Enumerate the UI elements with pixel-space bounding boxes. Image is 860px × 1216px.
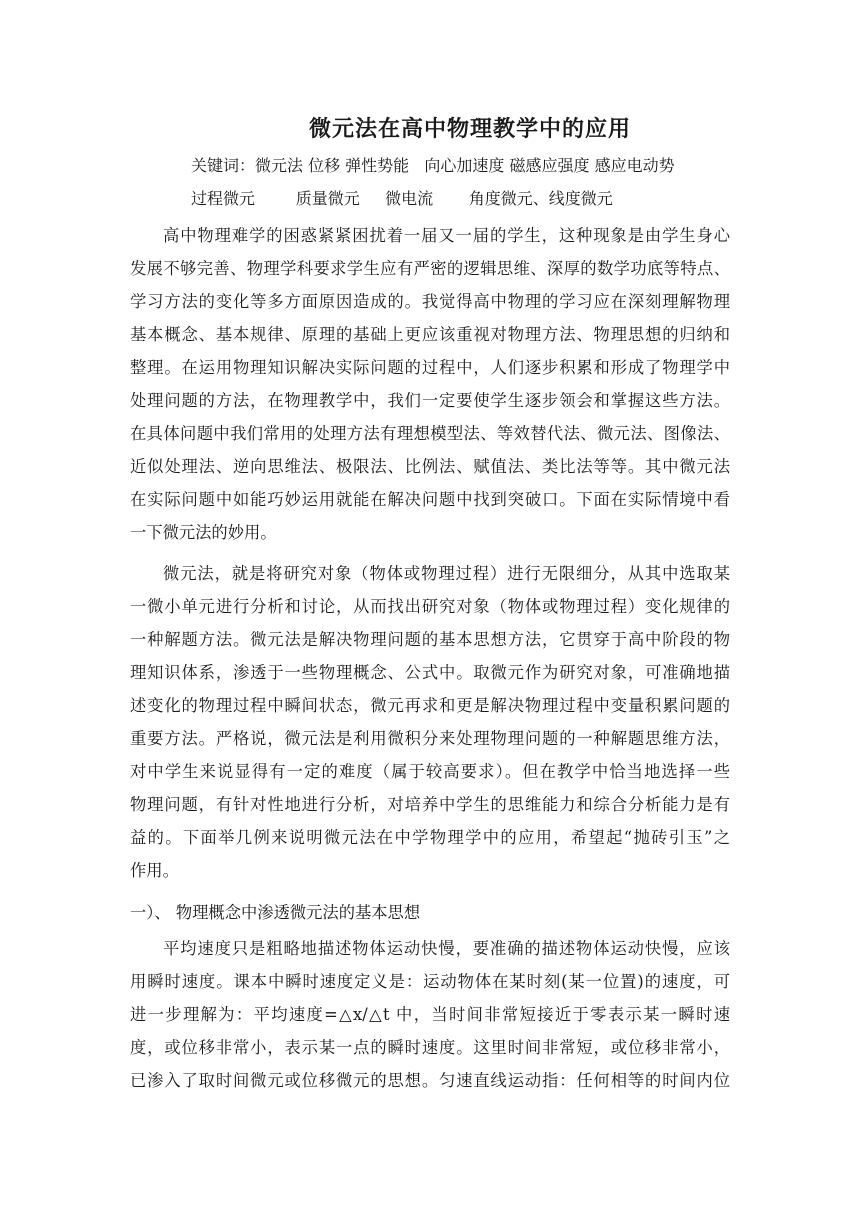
body-line: 用瞬时速度。课本中瞬时速度定义是：运动物体在某时刻(某一位置)的速度，可 [130, 972, 730, 991]
page-title: 微元法在高中物理教学中的应用 [308, 117, 631, 142]
body-line: 在具体问题中我们常用的处理方法有理想模型法、等效替代法、微元法、图像法、 [130, 424, 730, 443]
body-line: 处理问题的方法，在物理教学中，我们一定要使学生逐步领会和掌握这些方法。 [130, 391, 730, 410]
body-line: 基本概念、基本规律、原理的基础上更应该重视对物理方法、物理思想的归纳和 [130, 325, 730, 344]
body-line: 理知识体系，渗透于一些物理概念、公式中。取微元作为研究对象，可准确地描 [130, 663, 730, 682]
keywords-line-1: 关键词：微元法 位移 弹性势能 向心加速度 磁感应强度 感应电动势 [191, 156, 675, 175]
body-line: 一下微元法的妙用。 [130, 523, 277, 542]
body-line: 重要方法。严格说，微元法是利用微积分来处理物理问题的一种解题思维方法， [130, 729, 730, 748]
body-line: 在实际问题中如能巧妙运用就能在解决问题中找到突破口。下面在实际情境中看 [130, 490, 730, 509]
body-line: 对中学生来说显得有一定的难度（属于较高要求）。但在教学中恰当地选择一些 [130, 762, 730, 781]
keywords-line-2: 过程微元 质量微元 微电流 角度微元、线度微元 [191, 189, 613, 208]
body-line: 进一步理解为：平均速度=△x/△t 中，当时间非常短接近于零表示某一瞬时速 [130, 1005, 730, 1024]
body-line: 平均速度只是粗略地描述物体运动快慢，要准确的描述物体运动快慢，应该 [163, 939, 730, 958]
body-line: 一微小单元进行分析和讨论，从而找出研究对象（物体或物理过程）变化规律的 [130, 597, 730, 616]
body-line: 发展不够完善、物理学科要求学生应有严密的逻辑思维、深厚的数学功底等特点、 [130, 259, 730, 278]
body-line: 近似处理法、逆向思维法、极限法、比例法、赋值法、类比法等等。其中微元法 [130, 457, 730, 476]
section-heading: 一）、 物理概念中渗透微元法的基本思想 [130, 903, 421, 922]
body-line: 微元法，就是将研究对象（物体或物理过程）进行无限细分，从其中选取某 [163, 564, 730, 583]
body-line: 整理。在运用物理知识解决实际问题的过程中，人们逐步积累和形成了物理学中 [130, 358, 730, 377]
body-line: 一种解题方法。微元法是解决物理问题的基本思想方法，它贯穿于高中阶段的物 [130, 630, 730, 649]
body-line: 已渗入了取时间微元或位移微元的思想。匀速直线运动指：任何相等的时间内位 [130, 1071, 730, 1090]
body-line: 作用。 [130, 861, 179, 880]
body-line: 学习方法的变化等多方面原因造成的。我觉得高中物理的学习应在深刻理解物理 [130, 292, 730, 311]
body-line: 高中物理难学的困惑紧紧困扰着一届又一届的学生，这种现象是由学生身心 [163, 226, 730, 245]
body-line: 物理问题，有针对性地进行分析，对培养中学生的思维能力和综合分析能力是有 [130, 795, 730, 814]
body-line: 益的。下面举几例来说明微元法在中学物理学中的应用，希望起“抛砖引玉”之 [130, 828, 730, 847]
body-line: 度，或位移非常小，表示某一点的瞬时速度。这里时间非常短，或位移非常小， [130, 1038, 730, 1057]
body-line: 述变化的物理过程中瞬间状态，微元再求和更是解决物理过程中变量积累问题的 [130, 696, 730, 715]
